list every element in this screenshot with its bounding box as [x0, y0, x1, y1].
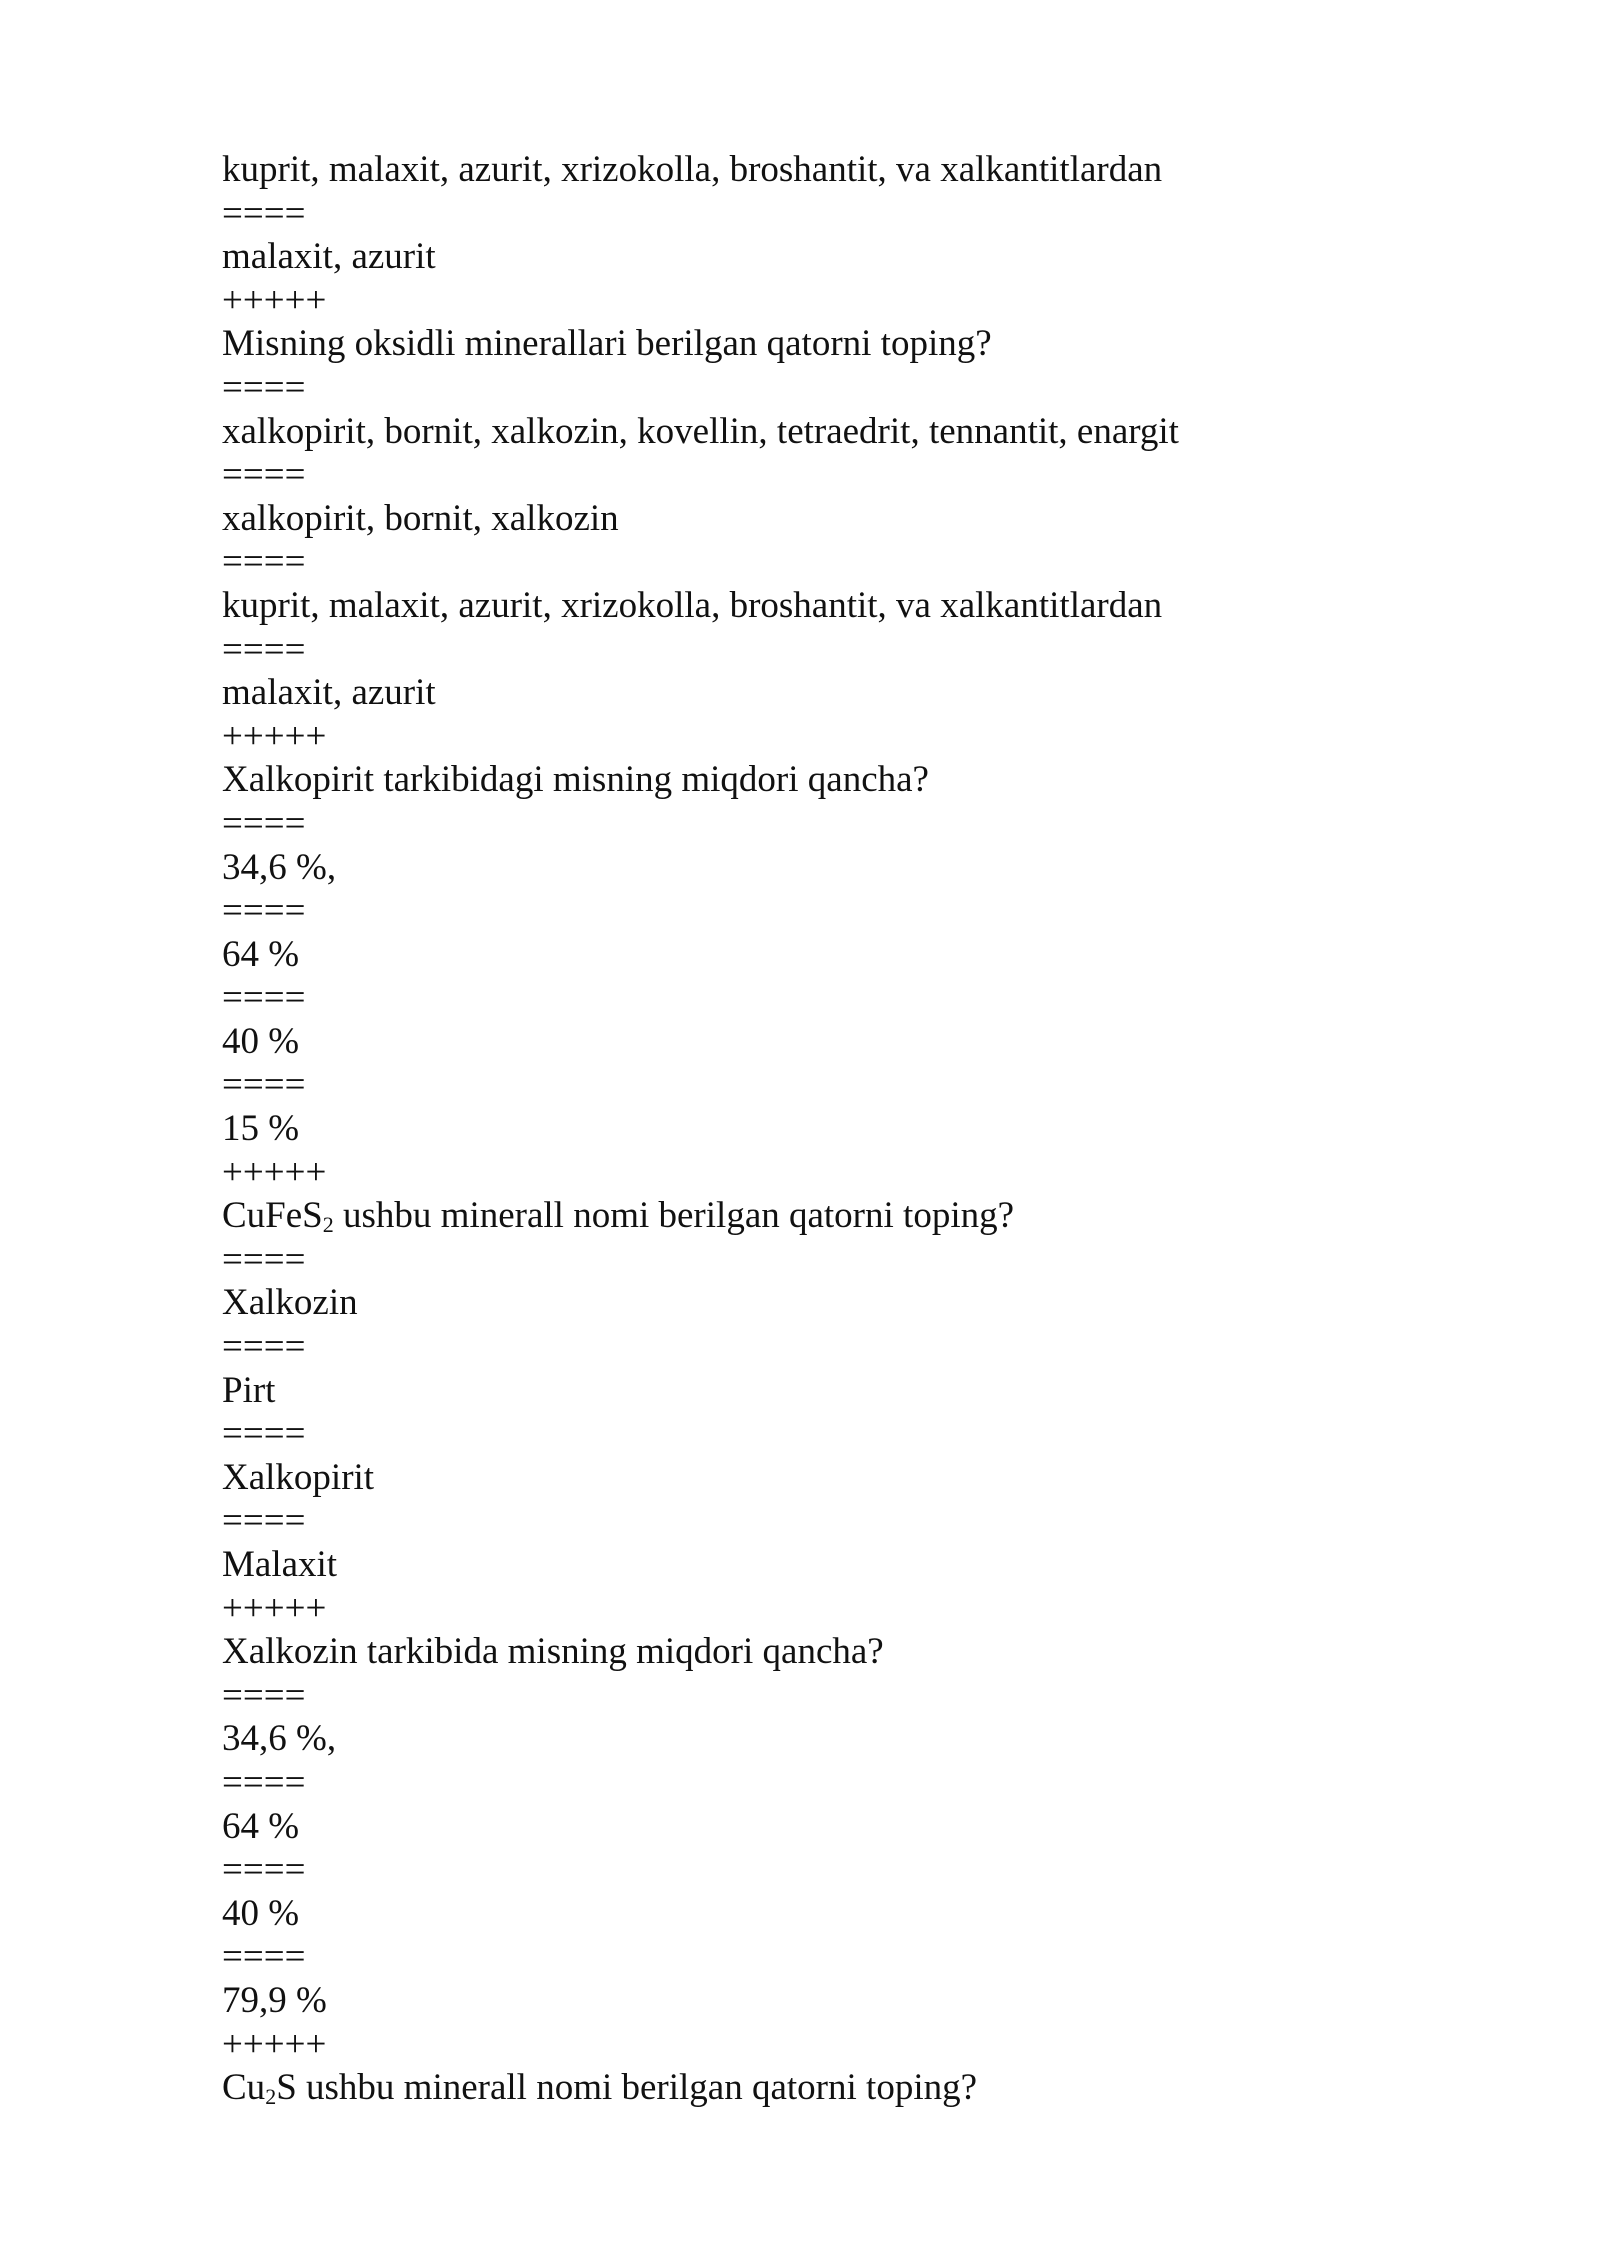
question-separator-line: +++++	[222, 1151, 327, 1193]
separator-line: ====	[222, 628, 306, 670]
answer-line: 79,9 %	[222, 1979, 327, 2021]
separator-line: ====	[222, 1500, 306, 1542]
separator-line: ====	[222, 1413, 306, 1455]
separator-line: ====	[222, 977, 306, 1019]
separator-line: ====	[222, 192, 306, 234]
answer-line: malaxit, azurit	[222, 672, 436, 714]
question-line: Xalkozin tarkibida misning miqdori qancha?	[222, 1631, 884, 1673]
separator-line: ====	[222, 454, 306, 496]
question-separator-line: +++++	[222, 715, 327, 757]
separator-line: ====	[222, 541, 306, 583]
separator-line: ====	[222, 1238, 306, 1280]
separator-line: ====	[222, 1674, 306, 1716]
question-separator-line: +++++	[222, 279, 327, 321]
separator-line: ====	[222, 366, 306, 408]
separator-line: ====	[222, 802, 306, 844]
answer-line: xalkopirit, bornit, xalkozin	[222, 497, 619, 539]
document-body	[222, 148, 1422, 2110]
answer-line: kuprit, malaxit, azurit, xrizokolla, broshantit, va xalkantitlardan	[222, 584, 1163, 626]
separator-line: ====	[222, 1936, 306, 1978]
answer-line: Pirt	[222, 1369, 276, 1411]
formula-subscript: 2	[265, 2084, 277, 2110]
answer-line: 40 %	[222, 1892, 300, 1934]
separator-line: ====	[222, 890, 306, 932]
question-text: ushbu minerall nomi berilgan qatorni toping?	[333, 1195, 1015, 1237]
answer-line: 64 %	[222, 1805, 300, 1847]
formula-text: Cu	[222, 2067, 266, 2109]
answer-line: 15 %	[222, 1108, 300, 1150]
separator-line: ====	[222, 1761, 306, 1803]
question-line	[222, 2066, 1422, 2110]
question-separator-line: +++++	[222, 1587, 327, 1629]
question-line	[222, 1194, 1422, 1238]
answer-line: 64 %	[222, 933, 300, 975]
separator-line: ====	[222, 1849, 306, 1891]
answer-line: Xalkopirit	[222, 1456, 375, 1498]
separator-line: ====	[222, 1064, 306, 1106]
question-text: S ushbu minerall nomi berilgan qatorni toping?	[276, 2067, 978, 2109]
question-line: Misning oksidli minerallari berilgan qatorni toping?	[222, 323, 992, 365]
question-line: Xalkopirit tarkibidagi misning miqdori qancha?	[222, 759, 929, 801]
answer-line: 34,6 %,	[222, 1718, 337, 1760]
question-separator-line: +++++	[222, 2023, 327, 2065]
answer-line: Malaxit	[222, 1544, 338, 1585]
answer-line: Xalkozin	[222, 1282, 358, 1324]
text-line: malaxit, azurit	[222, 236, 436, 278]
answer-line: 40 %	[222, 1020, 300, 1062]
separator-line: ====	[222, 1326, 306, 1368]
formula-subscript: 2	[322, 1212, 334, 1238]
text-line: kuprit, malaxit, azurit, xrizokolla, broshantit, va xalkantitlardan	[222, 149, 1163, 190]
answer-line: xalkopirit, bornit, xalkozin, kovellin, tetraedrit, tennantit, enargit	[222, 410, 1179, 452]
formula-text: CuFeS	[222, 1195, 323, 1237]
answer-line: 34,6 %,	[222, 846, 337, 888]
